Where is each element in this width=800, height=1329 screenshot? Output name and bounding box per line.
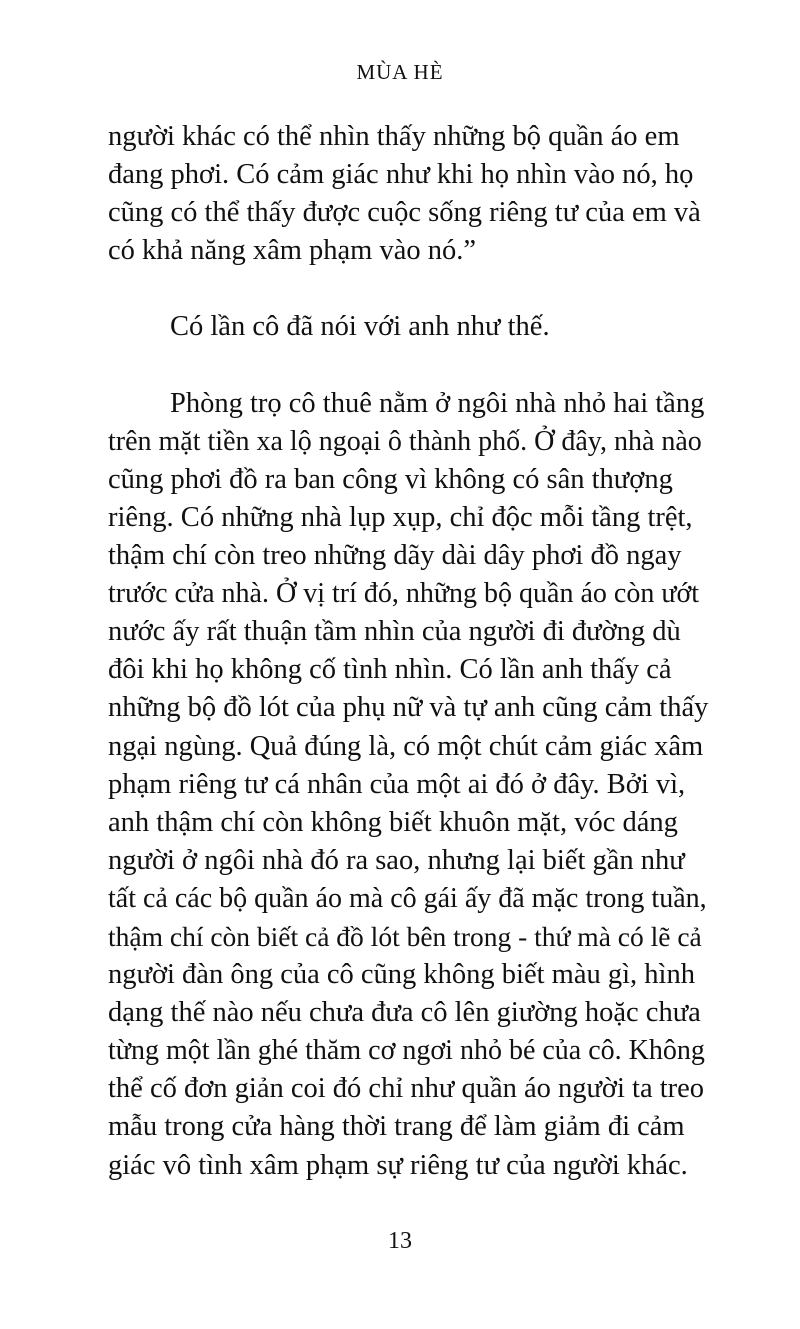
text-line: thậm chí còn treo những dãy dài dây phơi đồ ngay [108, 540, 682, 572]
text-line: nước ấy rất thuận tầm nhìn của người đi đường dù [108, 616, 681, 648]
text-line: trước cửa nhà. Ở vị trí đó, những bộ quần áo còn ướt [108, 578, 700, 610]
paragraph-gap [108, 270, 708, 308]
text-line: người ở ngôi nhà đó ra sao, nhưng lại biết gần như [108, 844, 685, 876]
text-line: Phòng trọ cô thuê nằm ở ngôi nhà nhỏ hai tầng [170, 387, 705, 419]
paragraph-main [108, 385, 708, 1185]
paragraph-gap [108, 347, 708, 385]
paragraph-short [108, 308, 708, 346]
text-line: từng một lần ghé thăm cơ ngơi nhỏ bé của cô. Không [108, 1035, 705, 1067]
text-line: trên mặt tiền xa lộ ngoại ô thành phố. Ở đây, nhà nào [108, 425, 702, 457]
running-header: MÙA HÈ [356, 60, 444, 84]
text-line: riêng. Có những nhà lụp xụp, chỉ độc mỗi tầng trệt, [108, 501, 693, 533]
text-line: cũng có thể thấy được cuộc sống riêng tư của em và [108, 197, 701, 229]
text-line: tất cả các bộ quần áo mà cô gái ấy đã mặc trong tuần, [108, 882, 707, 914]
text-line: phạm riêng tư cá nhân của một ai đó ở đây. Bởi vì, [108, 768, 686, 800]
text-line: những bộ đồ lót của phụ nữ và tự anh cũng cảm thấy [108, 692, 709, 724]
text-line: cũng phơi đồ ra ban công vì không có sân thượng [108, 463, 673, 495]
text-line: dạng thế nào nếu chưa đưa cô lên giường hoặc chưa [108, 997, 701, 1029]
text-line: Có lần cô đã nói với anh như thế. [170, 311, 550, 343]
text-line: người đàn ông của cô cũng không biết màu gì, hình [108, 959, 695, 991]
text-line: anh thậm chí còn không biết khuôn mặt, vóc dáng [108, 806, 678, 838]
text-line: đôi khi họ không cố tình nhìn. Có lần anh thấy cả [108, 654, 672, 686]
text-line: có khả năng xâm phạm vào nó.” [108, 235, 477, 267]
page-number: 13 [388, 1228, 412, 1254]
text-line: đang phơi. Có cảm giác như khi họ nhìn vào nó, họ [108, 159, 694, 191]
text-line: mẫu trong cửa hàng thời trang để làm giảm đi cảm [108, 1111, 685, 1143]
body-text [108, 118, 708, 1185]
paragraph-continued [108, 118, 708, 270]
text-line: thể cố đơn giản coi đó chỉ như quần áo người ta treo [108, 1073, 705, 1105]
text-line: người khác có thể nhìn thấy những bộ quần áo em [108, 121, 680, 152]
text-line: giác vô tình xâm phạm sự riêng tư của người khác. [108, 1149, 688, 1181]
text-line: thậm chí còn biết cả đồ lót bên trong - thứ mà có lẽ cả [108, 920, 702, 952]
text-line: ngại ngùng. Quả đúng là, có một chút cảm giác xâm [108, 730, 704, 762]
